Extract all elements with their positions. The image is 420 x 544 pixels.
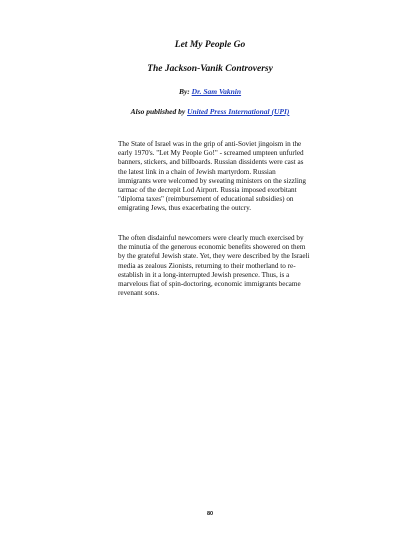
also-published-prefix: Also published by (130, 107, 186, 116)
document-title: Let My People Go (174, 40, 246, 50)
body-paragraph-2: The often disdainful newcomers were clearly much exercised by the minutia of the generous economic benefits showered on them by the grateful Jewish state. Yet, they were described by the Israeli media as zealous Zionists, returning to their motherland to re-establish in it a long-interrupted Jewish presence. Thus, is a marvelous fiat of spin-doctoring, economic immigrants became revenant sons. (118, 234, 310, 298)
document-subtitle: The Jackson-Vanik Controversy (147, 64, 273, 74)
body-paragraph-1: The State of Israel was in the grip of anti-Soviet jingoism in the early 1970's. "Let My People Go!" - screamed umpteen unfurled banners, stickers, and billboards. Russian dissidents were cast as the latest link in a chain of Jewish martyrdom. Russian immigrants were welcomed by sweating ministers on the sizzling tarmac of the decrepit Lod Airport. Russia imposed exorbitant "diploma taxes" (reimbursement of educational subsidies) on emigrating Jews, thus exacerbating the outcry. (118, 140, 307, 213)
publisher-link[interactable]: United Press International (UPI) (187, 107, 290, 116)
page-number: 80 (206, 511, 214, 517)
byline-prefix: By: (178, 87, 190, 96)
also-published-line (0, 107, 420, 116)
author-link[interactable]: Dr. Sam Vaknin (191, 87, 242, 96)
byline (0, 87, 420, 96)
